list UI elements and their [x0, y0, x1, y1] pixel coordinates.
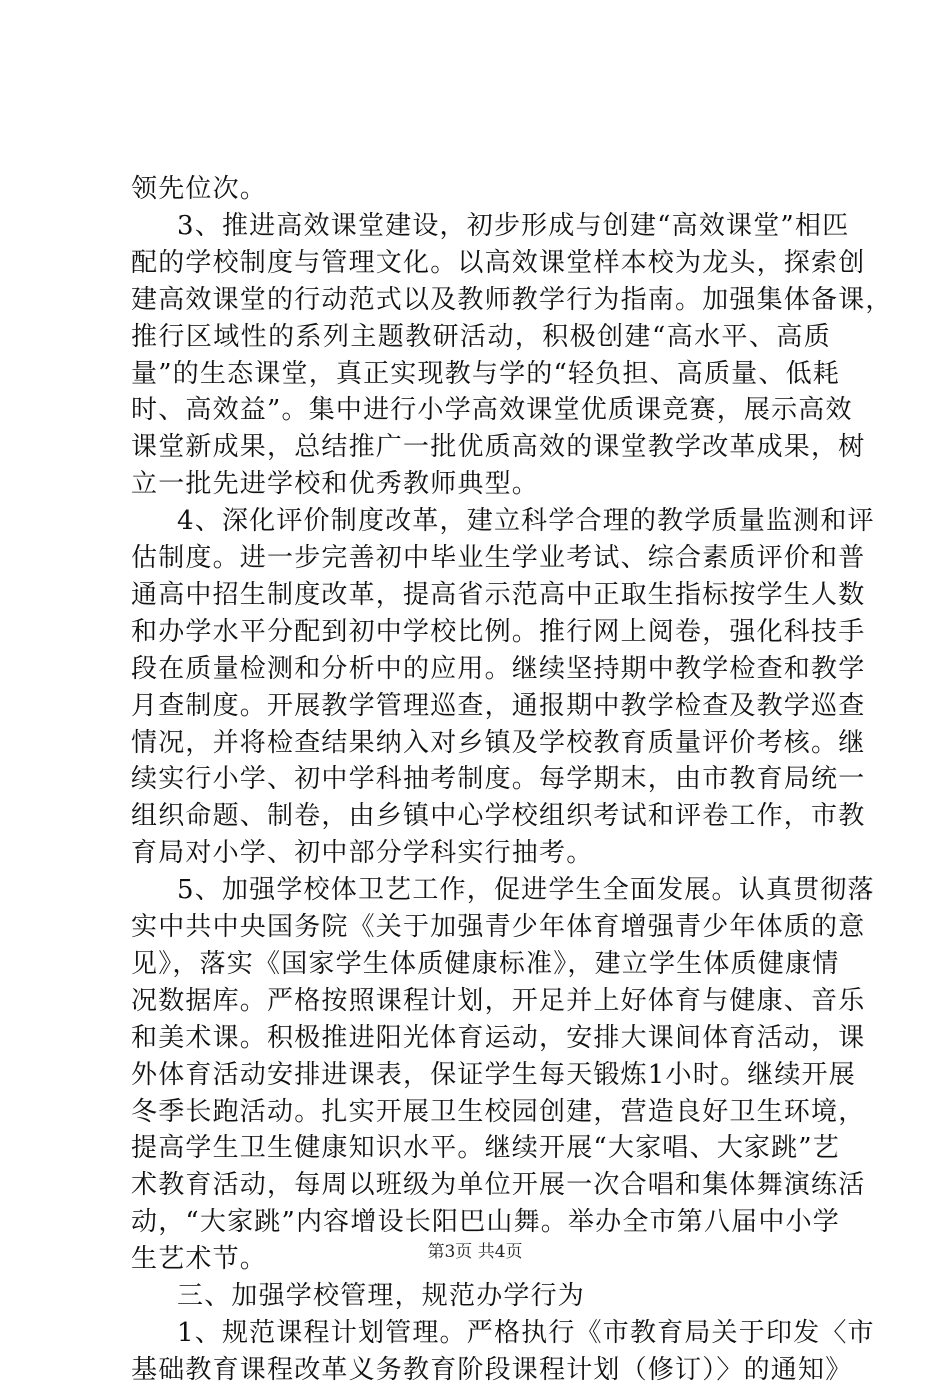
paragraph-first-line: 5、加强学校体卫艺工作，促进学生全面发展。认真贯彻落: [177, 875, 875, 906]
text-line: 组织命题、制卷，由乡镇中心学校组织考试和评卷工作，市教: [131, 801, 866, 832]
text-line: 通高中招生制度改革，提高省示范高中正取生指标按学生人数: [131, 579, 866, 610]
text-line: 外体育活动安排进课表，保证学生每天锻炼1小时。继续开展: [131, 1059, 856, 1090]
text-line: 段在质量检测和分析中的应用。继续坚持期中教学检查和教学: [131, 653, 866, 684]
text-line: 冬季长跑活动。扎实开展卫生校园创建，营造良好卫生环境，: [131, 1096, 866, 1127]
text-line: 时、高效益”。集中进行小学高效课堂优质课竞赛，展示高效: [131, 395, 853, 426]
page-footer: 第3页 共4页: [427, 1242, 523, 1262]
section-heading: 三、加强学校管理，规范办学行为: [177, 1281, 586, 1311]
paragraph-first-line: 1、规范课程计划管理。严格执行《市教育局关于印发〈市: [177, 1317, 875, 1348]
text-line: 实中共中央国务院《关于加强青少年体育增强青少年体质的意: [131, 912, 866, 942]
text-line: 续实行小学、初中学科抽考制度。每学期末，由市教育局统一: [131, 764, 866, 795]
text-line: 和办学水平分配到初中学校比例。推行网上阅卷，强化科技手: [131, 616, 866, 647]
text-line: 见》，落实《国家学生体质健康标准》，建立学生体质健康情: [131, 948, 840, 979]
text-line: 动，“大家跳”内容增设长阳巴山舞。举办全市第八届中小学: [131, 1207, 840, 1238]
text-line: 基础教育课程改革义务教育阶段课程计划（修订）〉的通知》: [131, 1354, 853, 1385]
text-line: 和美术课。积极推进阳光体育运动，安排大课间体育活动，课: [131, 1022, 866, 1053]
text-line: 育局对小学、初中部分学科实行抽考。: [131, 838, 594, 869]
text-line: 提高学生卫生健康知识水平。继续开展“大家唱、大家跳”艺: [131, 1133, 840, 1164]
text-line: 生艺术节。: [131, 1244, 268, 1275]
text-line: 课堂新成果，总结推广一批优质高效的课堂教学改革成果，树: [131, 432, 866, 463]
text-line: 立一批先进学校和优秀教师典型。: [131, 469, 540, 500]
text-line: 情况，并将检查结果纳入对乡镇及学校教育质量评价考核。继: [131, 727, 866, 758]
paragraph-first-line: 4、深化评价制度改革，建立科学合理的教学质量监测和评: [177, 506, 875, 537]
text-line: 推行区域性的系列主题教研活动，积极创建“高水平、高质: [131, 321, 831, 352]
text-line: 建高效课堂的行动范式以及教师教学行为指南。加强集体备课，: [131, 284, 893, 315]
text-line: 估制度。进一步完善初中毕业生学业考试、综合素质评价和普: [131, 543, 866, 573]
paragraph-first-line: 3、推进高效课堂建设，初步形成与创建“高效课堂”相匹: [177, 210, 850, 241]
text-line: 量”的生态课堂，真正实现教与学的“轻负担、高质量、低耗: [131, 358, 840, 389]
text-line: 术教育活动，每周以班级为单位开展一次合唱和集体舞演练活: [131, 1170, 866, 1201]
text-line: 配的学校制度与管理文化。以高效课堂样本校为龙头，探索创: [131, 247, 866, 278]
text-line: 月查制度。开展教学管理巡查，通报期中教学检查及教学巡查: [131, 690, 866, 721]
text-line: 况数据库。严格按照课程计划，开足并上好体育与健康、音乐: [131, 985, 866, 1016]
text-line: 领先位次。: [131, 174, 268, 204]
